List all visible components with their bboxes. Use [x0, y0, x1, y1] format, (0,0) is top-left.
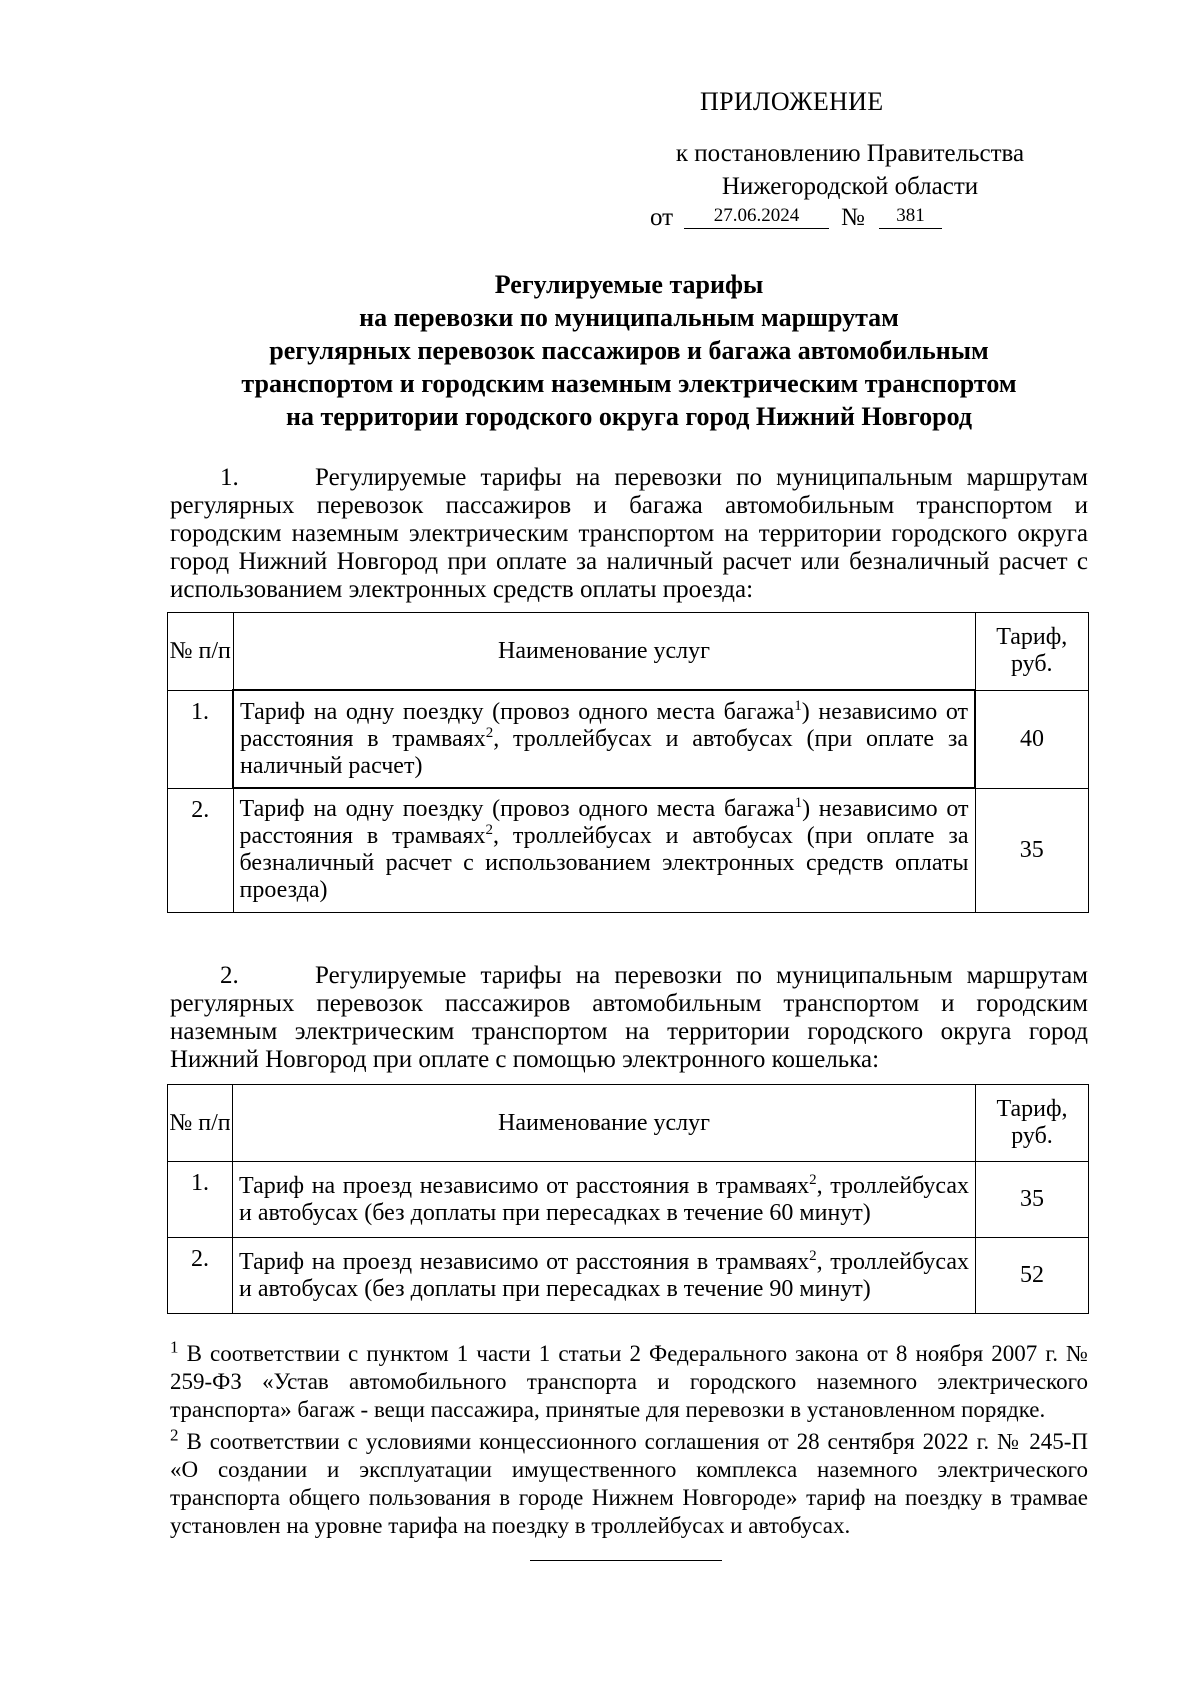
appendix-date-row [650, 204, 1050, 234]
row-text-part: , троллейбусах и автобусах (при оплате за безналичный расчет с использованием электронных средств оплаты проезда) [239, 823, 969, 904]
appendix-title: ПРИЛОЖЕНИЕ [700, 87, 884, 116]
header-price: Тариф, руб. [975, 613, 1089, 691]
row-num: 1. [168, 1162, 233, 1238]
footnote-ref: 2 [809, 1247, 817, 1264]
row-text-part: ) независимо от расстояния в трамваях [240, 698, 968, 752]
header-price: Тариф, руб. [976, 1085, 1089, 1162]
row-num: 2. [168, 1238, 233, 1314]
resolution-date: 27.06.2024 [684, 204, 829, 229]
appendix-region-line: Нижегородской области [721, 173, 979, 200]
footnote-ref: 1 [794, 795, 803, 812]
section-2-number: 2. [220, 962, 239, 989]
table-row [168, 690, 1089, 788]
footnotes [170, 1337, 1089, 1544]
section-1-number: 1. [220, 464, 239, 491]
table-row [168, 1238, 1089, 1314]
row-price: 35 [975, 788, 1089, 912]
footnote-text: В соответствии с пунктом 1 части 1 статьи 2 Федерального закона от 8 ноября 2007 г. № 259-ФЗ «Устав автомобильного транспорта и городского наземного электрического транспорта» багаж - вещи пассажира, принятые для перевозки в установленном порядке. [170, 1341, 1089, 1422]
section-1-paragraph [170, 464, 1088, 604]
row-text-part: ) независимо от расстояния в трамваях [239, 796, 969, 850]
header-name: Наименование услуг [233, 613, 975, 691]
title-line: на перевозки по муниципальным маршрутам [359, 303, 899, 332]
row-service [233, 788, 975, 912]
header-num: № п/п [168, 1085, 233, 1162]
table-row [168, 788, 1089, 912]
row-text-part: Тариф на одну поездку (провоз одного места багажа [240, 698, 795, 725]
document-title [170, 268, 1088, 433]
footnote-mark: 1 [170, 1337, 179, 1357]
row-text-part: Тариф на одну поездку (провоз одного места багажа [239, 796, 795, 823]
resolution-number: 381 [879, 204, 942, 229]
footnote-mark: 2 [170, 1425, 179, 1445]
footnote-text: В соответствии с условиями концессионного соглашения от 28 сентября 2022 г. № 245-П «О создании и эксплуатации имущественного комплекса наземного электрического транспорта общего пользования в городе Нижнем Новгороде» тариф на поездку в трамвае установлен на уровне тарифа на поездку в троллейбусах и автобусах. [170, 1429, 1089, 1538]
row-price: 35 [976, 1162, 1089, 1238]
header-num: № п/п [168, 613, 234, 691]
footnote-ref: 2 [485, 822, 493, 839]
footnote-ref: 2 [485, 724, 494, 741]
section-1-text: Регулируемые тарифы на перевозки по муниципальным маршрутам регулярных перевозок пассажиров и багажа автомобильным транспортом и городским наземным электрическим транспортом на территории городского округа город Нижний Новгород при оплате за наличный расчет или безналичный расчет с использованием электронных средств оплаты проезда: [170, 464, 1088, 603]
title-line: регулярных перевозок пассажиров и багажа автомобильным [269, 336, 989, 365]
row-price: 52 [976, 1238, 1089, 1314]
table-header-row [168, 613, 1089, 691]
row-service [233, 690, 975, 788]
title-line: транспортом и городским наземным электрическим транспортом [241, 369, 1017, 398]
end-separator-line [530, 1560, 722, 1561]
row-text-part: Тариф на проезд независимо от расстояния в трамваях [239, 1248, 810, 1275]
title-line: на территории городского округа город Нижний Новгород [286, 402, 972, 431]
row-text-part: , троллейбусах и автобусах (при оплате за наличный расчет) [240, 725, 968, 779]
row-text-part: , троллейбусах и автобусах (без доплаты при пересадках в течение 60 минут) [239, 1172, 970, 1226]
row-service [233, 1162, 976, 1238]
table-header-row [168, 1085, 1089, 1162]
row-text-part: Тариф на проезд независимо от расстояния в трамваях [239, 1172, 810, 1199]
footnote-1 [170, 1337, 1089, 1424]
footnote-2 [170, 1425, 1089, 1540]
table-row [168, 1162, 1089, 1238]
tariff-table-2 [167, 1084, 1089, 1314]
section-2-text: Регулируемые тарифы на перевозки по муниципальным маршрутам регулярных перевозок пассажиров автомобильным транспортом и городским наземным электрическим транспортом на территории городского округа город Нижний Новгород при оплате с помощью электронного кошелька: [170, 962, 1088, 1073]
row-service [233, 1238, 976, 1314]
footnote-ref: 2 [809, 1171, 817, 1188]
appendix-resolution-line: к постановлению Правительства [675, 140, 1025, 167]
row-num: 1. [168, 690, 234, 788]
tariff-table-1 [167, 612, 1089, 913]
section-2-paragraph [170, 962, 1088, 1074]
row-text-part: , троллейбусах и автобусах (без доплаты при пересадках в течение 90 минут) [239, 1248, 970, 1302]
title-line: Регулируемые тарифы [494, 270, 764, 299]
footnote-ref: 1 [794, 697, 802, 714]
row-price: 40 [975, 690, 1089, 788]
number-sign: № [841, 204, 865, 231]
header-name: Наименование услуг [233, 1085, 976, 1162]
date-prefix: от [650, 204, 674, 231]
row-num: 2. [168, 788, 234, 912]
